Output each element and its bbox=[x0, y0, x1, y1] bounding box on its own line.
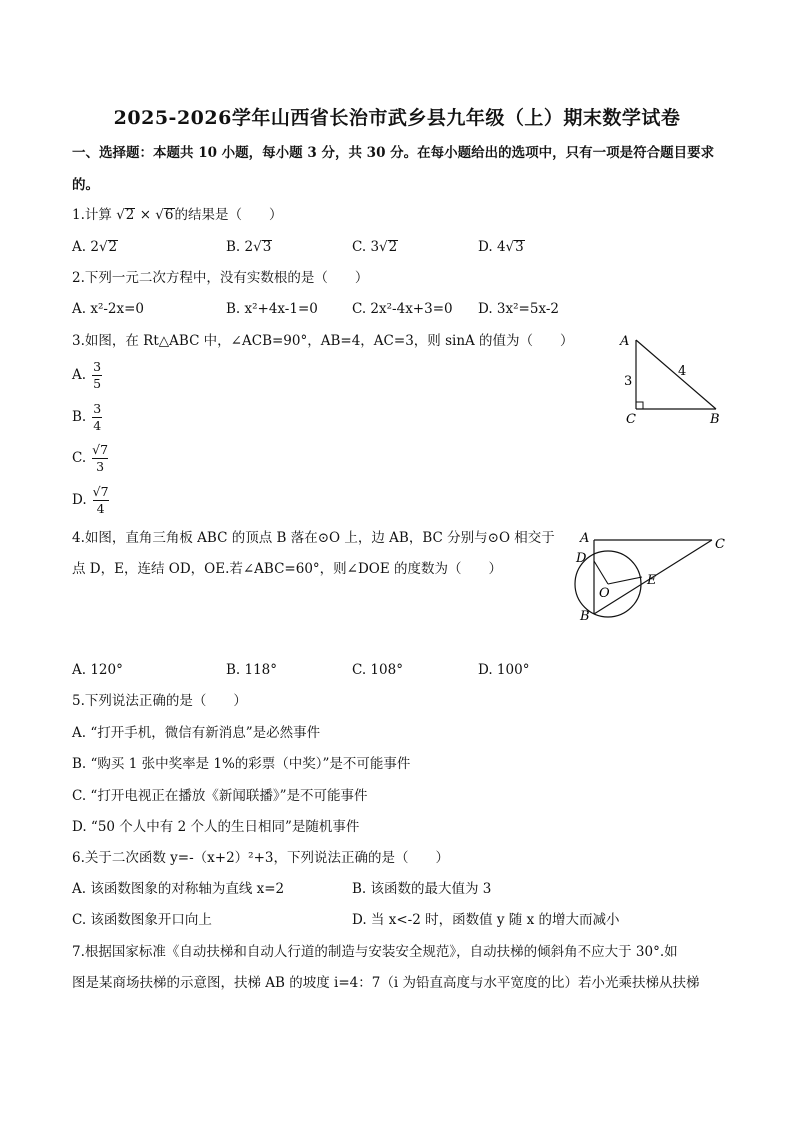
q6-option-c: C. 该函数图象开口向上 bbox=[72, 912, 212, 928]
q6-option-a: A. 该函数图象的对称轴为直线 x=2 bbox=[72, 881, 285, 897]
q3-option-a: A. $\frac{3}{5}$ bbox=[72, 359, 102, 391]
q3-label-b: B bbox=[710, 412, 720, 427]
q2-option-b: B. x²+4x-1=0 bbox=[226, 301, 318, 317]
q3-option-c: C. $\frac{√7}{3}$ bbox=[72, 442, 109, 474]
question-5-stem: 5.下列说法正确的是（ ） bbox=[72, 693, 247, 709]
q5-option-b: B. “购买 1 张中奖率是 1%的彩票（中奖）”是不可能事件 bbox=[72, 756, 411, 772]
question-7-line1: 7.根据国家标准《自动扶梯和自动人行道的制造与安装安全规范》，自动扶梯的倾斜角不应大于 30°.如 bbox=[72, 944, 678, 960]
question-4-line2: 点 D，E，连结 OD，OE.若∠ABC=60°，则∠DOE 的度数为（ ） bbox=[72, 561, 503, 577]
q1-suffix: 的结果是（ ） bbox=[174, 207, 283, 223]
q4-label-a: A bbox=[580, 531, 590, 546]
q5-option-a: A. “打开手机，微信有新消息”是必然事件 bbox=[72, 725, 321, 741]
q4-label-o: O bbox=[599, 586, 610, 601]
q1-prefix: 1.计算 bbox=[72, 207, 112, 223]
question-4-line1: 4.如图，直角三角板 ABC 的顶点 B 落在⊙O 上，边 AB，BC 分别与⊙O 相交于 bbox=[72, 530, 555, 546]
q3-label-side-ac: 3 bbox=[624, 374, 633, 389]
q5-option-d: D. “50 个人中有 2 个人的生日相同”是随机事件 bbox=[72, 819, 360, 835]
q4-option-b: B. 118° bbox=[226, 662, 278, 678]
q4-circle-figure bbox=[572, 528, 732, 628]
q3-label-a: A bbox=[620, 334, 630, 349]
q1-times: × bbox=[139, 207, 151, 223]
question-1-stem bbox=[72, 205, 283, 225]
q4-option-c: C. 108° bbox=[352, 662, 403, 678]
q1-radical-b: √6 bbox=[155, 207, 174, 223]
q1-option-c: C. 3√2 bbox=[352, 239, 398, 255]
q4-label-b: B bbox=[580, 609, 590, 624]
q3-label-c: C bbox=[626, 412, 636, 427]
section-heading-line2: 的。 bbox=[72, 177, 99, 193]
q4-label-d: D bbox=[576, 551, 587, 566]
question-3-stem: 3.如图，在 Rt△ABC 中，∠ACB=90°，AB=4，AC=3，则 sinA 的值为（ ） bbox=[72, 333, 574, 349]
q3-option-b: B. $\frac{3}{4}$ bbox=[72, 401, 102, 433]
q6-option-b: B. 该函数的最大值为 3 bbox=[352, 881, 492, 897]
exam-title: 2025-2026学年山西省长治市武乡县九年级（上）期末数学试卷 bbox=[113, 107, 681, 129]
q4-label-e: E bbox=[647, 573, 657, 588]
q1-option-b: B. 2√3 bbox=[226, 239, 272, 255]
q2-option-a: A. x²-2x=0 bbox=[72, 301, 145, 317]
q1-option-a: A. 2√2 bbox=[72, 239, 118, 255]
question-7-line2: 图是某商场扶梯的示意图，扶梯 AB 的坡度 i=4：7（i 为铅直高度与水平宽度的比）若小光乘扶梯从扶梯 bbox=[72, 975, 700, 991]
q3-option-d: D. $\frac{√7}{4}$ bbox=[72, 484, 109, 516]
q4-option-a: A. 120° bbox=[72, 662, 123, 678]
q1-option-d: D. 4√3 bbox=[478, 239, 524, 255]
question-6-stem: 6.关于二次函数 y=-（x+2）²+3，下列说法正确的是（ ） bbox=[72, 850, 449, 866]
q3-triangle-figure bbox=[612, 330, 732, 430]
q4-option-d: D. 100° bbox=[478, 662, 530, 678]
q1-radical-a: √2 bbox=[116, 207, 135, 223]
question-2-stem: 2.下列一元二次方程中，没有实数根的是（ ） bbox=[72, 270, 369, 286]
q2-option-d: D. 3x²=5x-2 bbox=[478, 301, 559, 317]
q6-option-d: D. 当 x<-2 时，函数值 y 随 x 的增大而减小 bbox=[352, 912, 620, 928]
section-heading-line1: 一、选择题：本题共 10 小题，每小题 3 分，共 30 分。在每小题给出的选项中，只有一项是符合题目要求 bbox=[72, 145, 715, 161]
q2-option-c: C. 2x²-4x+3=0 bbox=[352, 301, 453, 317]
q5-option-c: C. “打开电视正在播放《新闻联播》”是不可能事件 bbox=[72, 788, 368, 804]
q3-label-side-ab: 4 bbox=[678, 364, 687, 379]
q4-label-c: C bbox=[715, 537, 725, 552]
